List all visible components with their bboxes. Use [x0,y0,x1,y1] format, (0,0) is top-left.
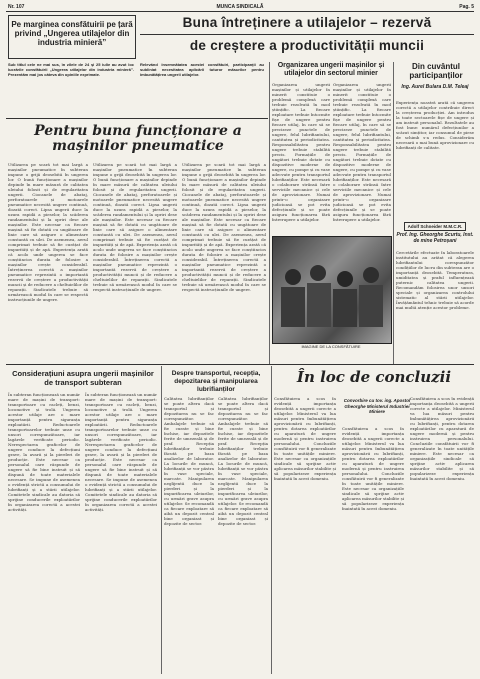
article-2-col-2: În subteran funcționează un număr mare de mașini de transport: transportoare cu racleți, benzi, locomotive și trolii. Ungerea acestor utilaje are o mare importanță pentru siguranța exploatării. Reductoarele transportoarelor trebuie unse cu unsori corespunzătoare, iar lagărele verificate periodic. Nerespectarea graficelor de ungere conduce la defecțiuni grave, la avarii și la pierderi de producție. Este necesar ca personalul care răspunde de ungere să fie bine instruit și să dispună de toate materialele necesare. Se impune de asemenea o evidență strictă a consumului de lubrifianți și a stării utilajelor. Comitetele sindicale au datoria să sprijine conducerile exploatărilor în organizarea corectă a acestei activități. [85,392,157,512]
article-3-col-1: Organizarea ungerii mașinilor și utilajelor în minerit constituie o problemă complexă care trebuie rezolvată în mod științific. La fiecare exploatare trebuie întocmite fișe de ungere pentru fiecare utilaj, în care să se precizeze punctele de ungere, felul lubrifiantului, cantitatea și periodicitatea. Responsabilitatea pentru ungere trebuie stabilită precis. Formațiile de ungători trebuie dotate cu dispozitive moderne de ungere, cu pompe și cu vase adecvate pentru transportul lubrifianților. Este necesară o colaborare strânsă între serviciile mecanice și cele de aprovizionare. Numai printr-o organizare judicioasă se pot evita defecțiunile și se poate asigura funcționarea fără întrerupere a utilajelor. [272,82,330,222]
photo-caption: IMAGINE DE LA CONSFĂTUIRE [301,344,361,349]
article-4-title: Din cuvântul participanților [409,62,463,80]
article-7-col-1: Consfătuirea a scos în evidență importanța deosebită a ungerii corecte a utilajelor. Ministerul va lua măsuri pentru îmbunătățirea aprovizionării cu lubrifianți, pentru dotarea exploatărilor cu aparatură de ungere modernă și pentru instruirea personalului. Concluziile consfătuirii vor fi generalizate în toate unitățile miniere. Este necesar ca organizațiile sindicale să sprijine activ aplicarea măsurilor stabilite și să popularizeze experiența înaintată în acest domeniu. [274,396,336,481]
article-7-byline: Convorbire cu tov. ing. Apostol Gheorghe Ministerul Industriei Miniere [343,398,411,414]
article-3-col-2: Organizarea ungerii mașinilor și utilajelor în minerit constituie o problemă complexă care trebuie rezolvată în mod științific. La fiecare exploatare trebuie întocmite fișe de ungere pentru fiecare utilaj, în care să se precizeze punctele de ungere, felul lubrifiantului, cantitatea și periodicitatea. Responsabilitatea pentru ungere trebuie stabilită precis. Formațiile de ungători trebuie dotate cu dispozitive moderne de ungere, cu pompe și cu vase adecvate pentru transportul lubrifianților. Este necesară o colaborare strânsă între serviciile mecanice și cele de aprovizionare. Numai printr-o organizare judicioasă se pot evita defecțiunile și se poate asigura funcționarea fără întrerupere a utilajelor. [333,82,391,222]
banner-rule [140,34,474,35]
article-7-title: În loc de concluzii [296,368,452,386]
article-6-title: Despre transportul, recepția, depozitarea și manipularea lubrifianților [171,370,261,393]
article-1-col-1: Utilizarea pe scară tot mai largă a mașinilor pneumatice în subteran impune o grijă deosebită în ungerea lor. O bună funcționare a mașinilor depinde în mare măsură de calitatea uleiului folosit și de regularitatea ungerii. Ciocanele de abataj, perforatoarele și motoarele pneumatice necesită ungere continuă, dozată corect. Lipsa ungerii duce la uzura rapidă a pieselor, la scăderea randamentului și la opriri dese ale mașinilor. Este necesar ca fiecare mașină să fie dotată cu ungătoare de linie care să asigure o alimentare constantă cu ulei. De asemenea, aerul comprimat trebuie să fie curățat de impurități și de apă. Experiența arată că acolo unde ungerea se face conștiincios durata de folosire a mașinilor crește considerabil. Întreținerea corectă a mașinilor pneumatice reprezintă o importantă rezervă de creștere a productivității muncii și de reducere a cheltuielilor de reparații. Sindicatele trebuie să urmărească modul în care se respectă instrucțiunile de ungere. [8,162,88,302]
article-4-signature: Adolf Schneider M.M.C.R. [404,222,466,231]
left-box-title: Pe marginea consfătuirii pe țară privind „Ungerea utilajelor din industria minieră” [8,15,136,59]
article-4-byline: Ing. Aurel Bulara D.M. Teleaj [401,84,469,90]
column-divider-1 [269,62,270,364]
article-2-divider [161,366,162,674]
conference-photo [272,236,392,344]
issue-number: Nr. 107 [8,4,25,10]
article-2-col-1: În subteran funcționează un număr mare de mașini de transport: transportoare cu racleți, benzi, locomotive și trolii. Ungerea acestor utilaje are o mare importanță pentru siguranța exploatării. Reductoarele transportoarelor trebuie unse cu unsori corespunzătoare, iar lagărele verificate periodic. Nerespectarea graficelor de ungere conduce la defecțiuni grave, la avarii și la pierderi de producție. Este necesar ca personalul care răspunde de ungere să fie bine instruit și să dispună de toate materialele necesare. Se impune de asemenea o evidență strictă a consumului de lubrifianți și a stării utilajelor. Comitetele sindicale au datoria să sprijine conducerile exploatărilor în organizarea corectă a acestei activități. [8,392,80,512]
article-4-text: Experiența noastră arată că ungerea corectă a utilajelor contribuie direct la creșterea producției. Am introdus la toate sectoarele fișe de ungere și am instruit personalul. Rezultatele au fost bune: numărul defecțiunilor a scăzut simțitor, iar consumul de piese de schimb s-a redus. Considerăm necesară o mai bună aprovizionare cu lubrifianți de calitate. [396,100,474,150]
article-5-byline: Prof. Ing. Gheorghe Scurtu, Inst. de mine Petroșani [396,232,474,244]
article-7-col-2: Consfătuirea a scos în evidență importanța deosebită a ungerii corecte a utilajelor. Ministerul va lua măsuri pentru îmbunătățirea aprovizionării cu lubrifianți, pentru dotarea exploatărilor cu aparatură de ungere modernă și pentru instruirea personalului. Concluziile consfătuirii vor fi generalizate în toate unitățile miniere. Este necesar ca organizațiile sindicale să sprijine activ aplicarea măsurilor stabilite și să popularizeze experiența înaintată în acest domeniu. [342,426,404,511]
article-6-divider [271,366,272,674]
banner-line-1: Buna întreținere a utilajelor – rezervă [182,15,432,30]
column-divider-2 [393,62,394,364]
middle-rule [162,364,474,365]
intro-col-1: Sub titlul cele ne mai sus, în zilele de 24 și 25 iulie au avut loc lucrările consfătuirii „Ungerea utilajelor din industria minieră”. Prezentăm mai jos câteva din opiniile exprimate. [8,62,134,77]
article-2-title: Considerațiuni asupra ungerii mașinilor de transport subteran [12,369,154,387]
article-1-col-3: Utilizarea pe scară tot mai largă a mașinilor pneumatice în subteran impune o grijă deosebită în ungerea lor. O bună funcționare a mașinilor depinde în mare măsură de calitatea uleiului folosit și de regularitatea ungerii. Ciocanele de abataj, perforatoarele și motoarele pneumatice necesită ungere continuă, dozată corect. Lipsa ungerii duce la uzura rapidă a pieselor, la scăderea randamentului și la opriri dese ale mașinilor. Este necesar ca fiecare mașină să fie dotată cu ungătoare de linie care să asigure o alimentare constantă cu ulei. De asemenea, aerul comprimat trebuie să fie curățat de impurități și de apă. Experiența arată că acolo unde ungerea se face conștiincios durata de folosire a mașinilor crește considerabil. Întreținerea corectă a mașinilor pneumatice reprezintă o importantă rezervă de creștere a productivității muncii și de reducere a cheltuielilor de reparații. Sindicatele trebuie să urmărească modul în care se respectă instrucțiunile de ungere. [182,162,266,292]
masthead: MUNCA SINDICALĂ [216,4,264,10]
article-6-col-1: Calitatea lubrifianților se poate altera dacă transportul și depozitarea nu se fac corespunzător. Ambalajele trebuie să fie curate și bine închise, iar depozitele ferite de umezeală și de praf. Recepția lubrifianților trebuie făcută pe baza analizelor de laborator. La locurile de muncă, lubrifianții se vor păstra în vase speciale, marcate. Manipularea neglijentă duce la pierderi și la impurificarea uleiurilor, cu urmări grave asupra utilajelor. Se recomandă ca fiecare exploatare să aibă un depozit central bine organizat și depozite de sector. [164,396,214,526]
article-6-col-2: Calitatea lubrifianților se poate altera dacă transportul și depozitarea nu se fac corespunzător. Ambalajele trebuie să fie curate și bine închise, iar depozitele ferite de umezeală și de praf. Recepția lubrifianților trebuie făcută pe baza analizelor de laborator. La locurile de muncă, lubrifianții se vor păstra în vase speciale, marcate. Manipularea neglijentă duce la pierderi și la impurificarea uleiurilor, cu urmări grave asupra utilajelor. Se recomandă ca fiecare exploatare să aibă un depozit central bine organizat și depozite de sector. [218,396,268,526]
intro-col-2: Relevând însemnătatea acestei consfătuiri, participanții au subliniat necesitatea aplicării tuturor măsurilor pentru îmbunătățirea ungerii utilajelor. [140,62,264,77]
article-5-text: Cercetările efectuate în laboratoarele institutului au arătat că alegerea lubrifiantului corespunzător condițiilor de lucru din subteran are o importanță deosebită. Temperatura, umiditatea și praful influențează puternic calitatea ungerii. Recomandăm folosirea unor unsori speciale și organizarea controlului sistematic al stării utilajelor. Învățământul tehnic trebuie să acorde mai multă atenție acestor probleme. [396,250,474,310]
banner-line-2: de creștere a productivității muncii [189,38,425,53]
article-7-col-3: Consfătuirea a scos în evidență importanța deosebită a ungerii corecte a utilajelor. Ministerul va lua măsuri pentru îmbunătățirea aprovizionării cu lubrifianți, pentru dotarea exploatărilor cu aparatură de ungere modernă și pentru instruirea personalului. Concluziile consfătuirii vor fi generalizate în toate unitățile miniere. Este necesar ca organizațiile sindicale să sprijine activ aplicarea măsurilor stabilite și să popularizeze experiența înaintată în acest domeniu. [410,396,474,481]
article-1-col-2: Utilizarea pe scară tot mai largă a mașinilor pneumatice în subteran impune o grijă deosebită în ungerea lor. O bună funcționare a mașinilor depinde în mare măsură de calitatea uleiului folosit și de regularitatea ungerii. Ciocanele de abataj, perforatoarele și motoarele pneumatice necesită ungere continuă, dozată corect. Lipsa ungerii duce la uzura rapidă a pieselor, la scăderea randamentului și la opriri dese ale mașinilor. Este necesar ca fiecare mașină să fie dotată cu ungătoare de linie care să asigure o alimentare constantă cu ulei. De asemenea, aerul comprimat trebuie să fie curățat de impurități și de apă. Experiența arată că acolo unde ungerea se face conștiincios durata de folosire a mașinilor crește considerabil. Întreținerea corectă a mașinilor pneumatice reprezintă o importantă rezervă de creștere a productivității muncii și de reducere a cheltuielilor de reparații. Sindicatele trebuie să urmărească modul în care se respectă instrucțiunile de ungere. [93,162,177,292]
header-rule [6,11,474,12]
page-number: Pag. 5 [459,4,474,10]
intro-rule [6,118,268,119]
article-3-title: Organizarea ungerii mașinilor și utilajelor din sectorul minier [277,62,385,77]
article-1-title: Pentru buna funcționare a mașinilor pneumatice [34,123,242,154]
photo-figures [273,237,391,343]
